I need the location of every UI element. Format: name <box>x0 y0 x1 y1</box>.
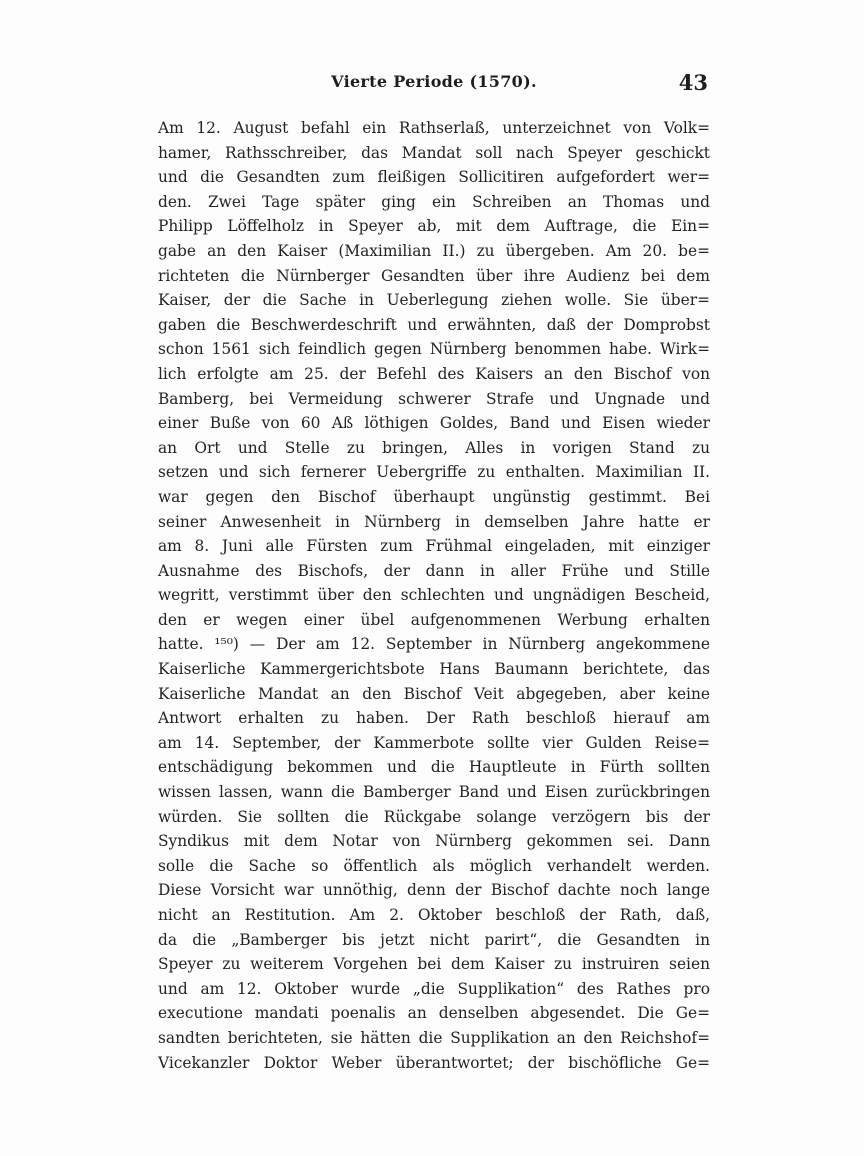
text-line: würden. Sie sollten die Rückgabe solange verzögern bis der <box>158 807 710 826</box>
text-line: sandten berichteten, sie hätten die Supplikation an den Reichshof= <box>158 1028 710 1047</box>
text-line: Ausnahme des Bischofs, der dann in aller Frühe und Stille <box>158 561 710 580</box>
text-line: Diese Vorsicht war unnöthig, denn der Bischof dachte noch lange <box>158 881 710 900</box>
text-line: lich erfolgte am 25. der Befehl des Kaisers an den Bischof von <box>158 364 710 383</box>
text-line: einer Buße von 60 Aß löthigen Goldes, Band und Eisen wieder <box>158 414 710 433</box>
text-line: wegritt, verstimmt über den schlechten und ungnädigen Bescheid, <box>158 586 710 605</box>
text-line: Philipp Löffelholz in Speyer ab, mit dem Auftrage, die Ein= <box>158 217 710 236</box>
text-line: setzen und sich fernerer Uebergriffe zu enthalten. Maximilian II. <box>158 463 710 482</box>
text-line: Kaiserliche Mandat an den Bischof Veit abgegeben, aber keine <box>158 684 710 703</box>
text-line: an Ort und Stelle zu bringen, Alles in vorigen Stand zu <box>158 438 710 457</box>
text-line: schon 1561 sich feindlich gegen Nürnberg benommen habe. Wirk= <box>158 340 710 359</box>
text-line: solle die Sache so öffentlich als möglich verhandelt werden. <box>158 856 710 875</box>
page-number: 43 <box>678 70 708 95</box>
text-line: am 8. Juni alle Fürsten zum Frühmal eingeladen, mit einziger <box>158 537 710 556</box>
text-line: entschädigung bekommen und die Hauptleute in Fürth sollten <box>158 758 710 777</box>
text-line: den er wegen einer übel aufgenommenen Werbung erhalten <box>158 610 710 629</box>
text-line: Vicekanzler Doktor Weber überantwortet; der bischöfliche Ge= <box>158 1053 710 1072</box>
text-line: executione mandati poenalis an denselben abgesendet. Die Ge= <box>158 1004 710 1023</box>
text-line: wissen lassen, wann die Bamberger Band und Eisen zurückbringen <box>158 783 710 802</box>
text-line: Am 12. August befahl ein Rathserlaß, unterzeichnet von Volk= <box>158 119 710 137</box>
text-line: seiner Anwesenheit in Nürnberg in demselben Jahre hatte er <box>158 512 710 531</box>
text-line: hamer, Rathsschreiber, das Mandat soll nach Speyer geschickt <box>158 143 710 162</box>
text-line: hatte. ¹⁵⁰) — Der am 12. September in Nürnberg angekommene <box>158 635 710 654</box>
text-line: und am 12. Oktober wurde „die Supplikation“ des Rathes pro <box>158 979 710 998</box>
text-line: nicht an Restitution. Am 2. Oktober beschloß der Rath, daß, <box>158 906 710 924</box>
text-line: und die Gesandten zum fleißigen Sollicitiren aufgefordert wer= <box>158 168 710 187</box>
text-line: gaben die Beschwerdeschrift und erwähnten, daß der Domprobst <box>158 315 710 334</box>
text-line: Antwort erhalten zu haben. Der Rath beschloß hierauf am <box>158 709 710 728</box>
text-line: richteten die Nürnberger Gesandten über ihre Audienz bei dem <box>158 266 710 285</box>
text-line: Syndikus mit dem Notar von Nürnberg gekommen sei. Dann <box>158 832 710 851</box>
text-line: da die „Bamberger bis jetzt nicht parirt“, die Gesandten in <box>158 930 710 949</box>
text-line: Kaiser, der die Sache in Ueberlegung ziehen wolle. Sie über= <box>158 291 710 310</box>
text-line: am 14. September, der Kammerbote sollte vier Gulden Reise= <box>158 733 710 752</box>
running-head: Vierte Periode (1570). <box>331 72 537 91</box>
body-text <box>158 116 710 1075</box>
text-line: war gegen den Bischof überhaupt ungünstig gestimmt. Bei <box>158 487 710 506</box>
text-line: Speyer zu weiterem Vorgehen bei dem Kaiser zu instruiren seien <box>158 955 710 974</box>
text-line: Kaiserliche Kammergerichtsbote Hans Baumann berichtete, das <box>158 660 710 679</box>
text-line: gabe an den Kaiser (Maximilian II.) zu übergeben. Am 20. be= <box>158 241 710 260</box>
text-line: Bamberg, bei Vermeidung schwerer Strafe und Ungnade und <box>158 389 710 408</box>
text-line: den. Zwei Tage später ging ein Schreiben an Thomas und <box>158 192 710 211</box>
page-header <box>158 72 710 100</box>
